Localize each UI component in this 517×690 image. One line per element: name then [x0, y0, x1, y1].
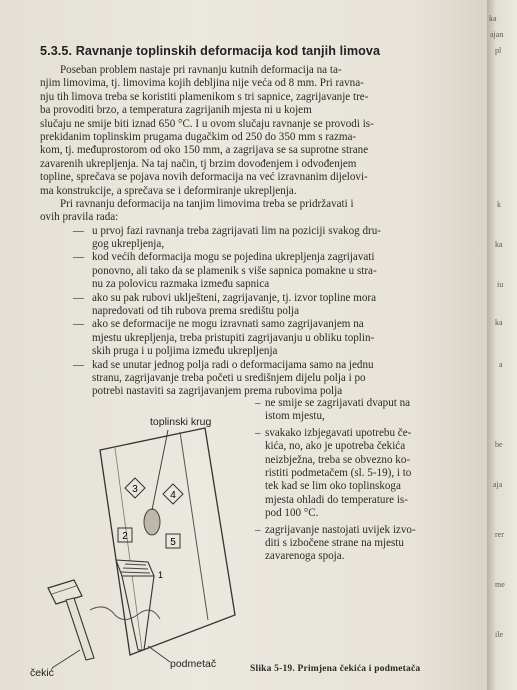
marker-2 [118, 528, 132, 542]
hammer-cekic [48, 580, 94, 660]
list-item-text: mjestu ukrepljenja, treba pristupiti zagrijavanju u obliku toplin- [92, 331, 375, 344]
marker-number: 1 [158, 570, 164, 580]
figure-hammer-anvil [30, 410, 245, 680]
list-item-text: istom mjestu, [265, 410, 325, 423]
list-item-text: neizbježna, treba se obvezno ko- [265, 453, 411, 466]
list-item: – svakako izbjegavati upotrebu če- kića, no, ako je upotreba čekića neizbježna, treba se obvezno ko- ristiti podmetačem (sl. 5-19), i to tek kad se lim oko toplinskoga mjesta ohladi do temperature is- pod 100 °C. [255, 427, 475, 521]
body-text [40, 64, 460, 399]
text-line: nju tih limova treba se koristiti plamenikom s tri sapnice, zagrijavanje tre- [40, 90, 369, 103]
rules-list [40, 225, 460, 399]
list-item-text: diti s izbočene strane na mjestu [265, 536, 404, 549]
list-item-text: napredovati od tih rubova prema središtu polja [92, 305, 300, 318]
facing-page-edge [487, 0, 517, 690]
marker-5 [166, 534, 180, 548]
text-line: ovih pravila rada: [40, 211, 119, 224]
pointer-line [152, 430, 168, 510]
marker-number: 2 [122, 531, 128, 542]
label-cekic: čekić [30, 667, 54, 679]
list-item: — kod većih deformacija mogu se pojedina ukrepljenja zagrijavati ponovno, ali tako da se plamenik s više sapnica pomakne u stra- nu za polovicu razmaka između sapnica [40, 251, 460, 291]
edge-text: aja [493, 480, 503, 489]
edge-text: ka [495, 318, 503, 327]
list-item-text: potrebi nastaviti sa zagrijavanjem prema rubovima polja [92, 385, 343, 398]
list-item-text: ristiti podmetačem (sl. 5-19), i to [265, 466, 412, 479]
text-line: Pri ravnanju deformacija na tanjim limovima treba se pridržavati i [60, 197, 354, 210]
list-item-text: kića, no, ako je upotreba čekića [265, 440, 406, 453]
right-column-list [255, 397, 475, 564]
plate-edge-line [180, 432, 208, 620]
list-item: — u prvoj fazi ravnanja treba zagrijavati lim na poziciji svakog dru- gog ukrepljenja, [40, 225, 460, 252]
list-item-text: nu za polovicu razmaka između sapnica [92, 278, 270, 291]
edge-text: ka [489, 14, 497, 23]
list-item: – zagrijavanje nastojati uvijek izvo- diti s izbočene strane na mjestu zavarenoga spoja. [255, 524, 475, 564]
label-leader [52, 650, 80, 668]
list-item-text: kod većih deformacija mogu se pojedina ukrepljenja zagrijavati [92, 251, 375, 264]
text-line: ba provoditi brzo, a temperatura zagrijanih mjesta ni u kojem [40, 104, 312, 117]
list-item-text: zavarenoga spoja. [265, 550, 345, 563]
figure-caption: Slika 5-19. Primjena čekića i podmetača [250, 664, 421, 674]
edge-text: pl [495, 46, 502, 55]
list-item-text: ponovno, ali tako da se plamenik s više sapnica pomakne u stra- [92, 264, 377, 277]
list-item-text: pod 100 °C. [265, 507, 319, 520]
marker-3 [125, 478, 145, 498]
text-line: topline, sprečava se pojava novih deformacija na već izravnanim dijelovi- [40, 171, 368, 184]
list-item: – ne smije se zagrijavati dvaput na istom mjestu, [255, 397, 475, 424]
paragraph-1 [40, 64, 460, 198]
edge-text: ajan [490, 30, 504, 39]
text-line: ma konstrukcije, a sprečava se i deformiranje ukrepljenja. [40, 184, 297, 197]
list-item-text: mjesta ohladi do temperature is- [265, 493, 408, 506]
edge-text: me [495, 580, 505, 589]
edge-text: ile [495, 630, 503, 639]
list-item-text: gog ukrepljenja, [92, 238, 165, 251]
anvil-podmetac [116, 560, 154, 650]
list-item-text: svakako izbjegavati upotrebu če- [265, 426, 412, 439]
edge-text: rer [495, 530, 504, 539]
text-line: zavarenih ukrepljenja. Na taj način, tj brzim dovođenjem i odvođenjem [40, 157, 357, 170]
label-podmetac: podmetač [170, 658, 217, 670]
label-leader [148, 646, 170, 662]
list-item-text: tek kad se lim oko toplinskoga [265, 480, 401, 493]
marker-4 [163, 484, 183, 504]
plate-edge-line [115, 448, 142, 650]
edge-text: a [499, 360, 503, 369]
list-item: — kad se unutar jednog polja radi o deformacijama samo na jednu stranu, zagrijavanje treba početi u središnjem dijelu polja i po potrebi nastaviti sa zagrijavanjem prema rubovima polja [40, 359, 460, 399]
edge-text: iu [497, 280, 504, 289]
list-item-text: ne smije se zagrijavati dvaput na [265, 397, 411, 409]
text-line: kom, tj. međuprostorom od oko 150 mm, a zagrijava se sa suprotne strane [40, 144, 369, 157]
list-item-text: skih pruga i u poljima između ukrepljenja [92, 345, 278, 358]
list-item-text: zagrijavanje nastojati uvijek izvo- [265, 523, 416, 536]
text-line: Poseban problem nastaje pri ravnanju kutnih deformacija na ta- [60, 64, 342, 76]
edge-text: ka [495, 240, 503, 249]
label-toplinski-krug: toplinski krug [150, 416, 212, 428]
text-line: slučaju ne smije biti iznad 650 °C. I u ovom slučaju ravnanje se provodi is- [40, 117, 374, 130]
edge-text: be [495, 440, 503, 449]
marker-number: 3 [132, 484, 138, 495]
list-item-text: ako se deformacije ne mogu izravnati samo zagrijavanjem na [92, 318, 364, 331]
list-item-text: kad se unutar jednog polja radi o deformacijama samo na jednu [92, 358, 374, 371]
text-line: njim limovima, tj. limovima kojih debljina nije veća od 8 mm. Pri ravna- [40, 77, 364, 90]
text-line: prekidanim toplinskim prugama dugačkim od 250 do 350 mm s razma- [40, 130, 357, 143]
marker-number: 4 [170, 490, 176, 501]
list-item-text: u prvoj fazi ravnanja treba zagrijavati lim na poziciji svakog dru- [92, 224, 381, 237]
edge-text: k [497, 200, 501, 209]
list-item: — ako su pak rubovi uklješteni, zagrijavanje, tj. izvor topline mora napredovati od tih rubova prema središtu polja [40, 292, 460, 319]
list-item-text: stranu, zagrijavanje treba početi u središnjem dijelu polja i po [92, 371, 366, 384]
marker-number: 5 [170, 537, 176, 548]
list-item: — ako se deformacije ne mogu izravnati samo zagrijavanjem na mjestu ukrepljenja, treba pristupiti zagrijavanju u obliku toplin- skih pruga i u poljima između ukrepljenja [40, 318, 460, 358]
paragraph-2 [40, 198, 460, 225]
list-item-text: ako su pak rubovi uklješteni, zagrijavanje, tj. izvor topline mora [92, 291, 377, 304]
heating-circle [144, 509, 160, 535]
section-heading: 5.3.5. Ravnanje toplinskih deformacija kod tanjih limova [40, 44, 381, 58]
